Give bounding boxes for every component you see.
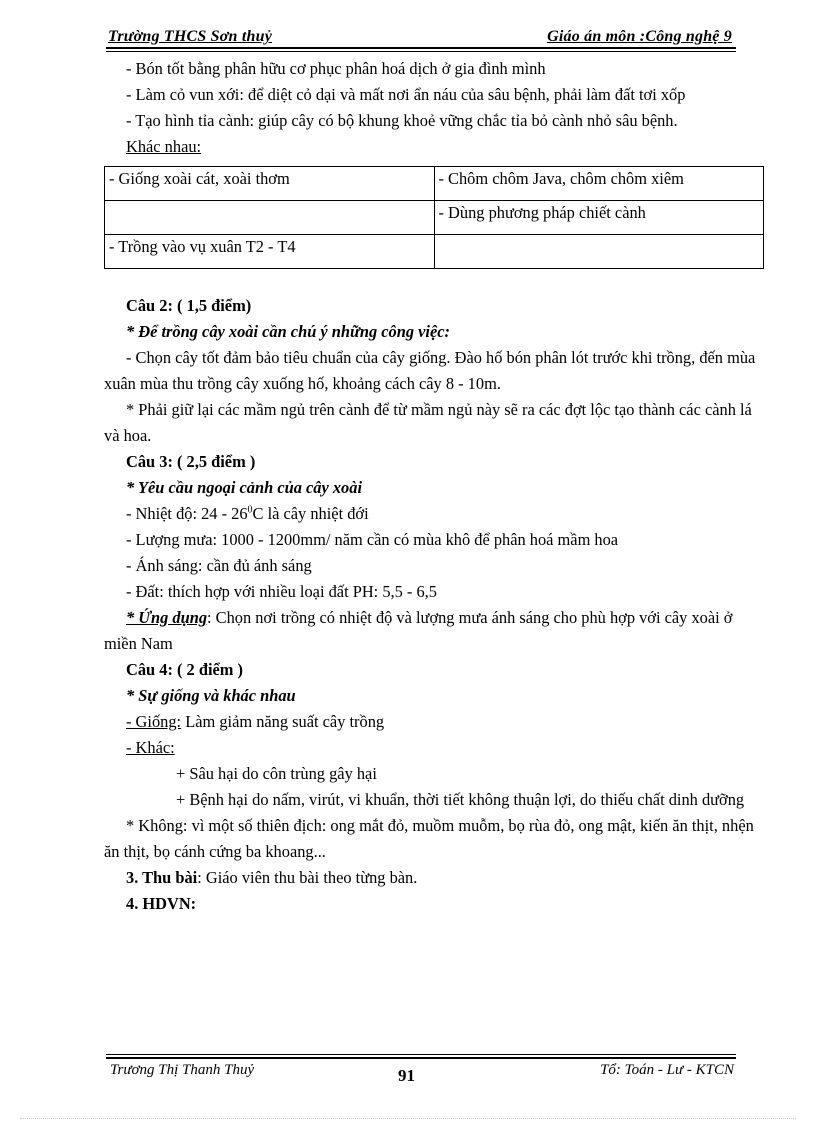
table-row [105,167,764,201]
header-subject: Giáo án môn :Công nghệ 9 [547,28,732,45]
q2-paragraph-2: * Phải giữ lại các mầm ngủ trên cành để từ mầm ngủ này sẽ ra các đợt lộc tạo thành các cành lá và hoa. [104,400,752,445]
header-divider [106,47,736,49]
q2-title: Câu 2: ( 1,5 điểm) [126,296,252,315]
table-row [105,201,764,235]
table-cell [105,201,435,235]
footer-divider [106,1057,736,1059]
page-number: 91 [398,1066,415,1085]
q3-application [104,605,764,657]
q2-paragraph-1: - Chọn cây tốt đảm bảo tiêu chuẩn của cây giống. Đào hố bón phân lót trước khi trồng, đến mùa xuân mùa thu trồng cây xuống hố, khoảng cách cây 8 - 10m. [104,348,756,393]
section-3 [104,865,764,891]
q4-same [104,709,764,735]
q3-temp-sup: 0 [247,504,253,516]
table-cell: - Dùng phương pháp chiết cành [434,201,764,235]
footer-department: Tổ: Toán - Lư - KTCN [600,1062,734,1078]
q3-temp-a: - Nhiệt độ: 24 - 26 [126,504,248,523]
q4-same-label: - Giống: [126,712,182,731]
q4-title: Câu 4: ( 2 điểm ) [126,660,243,679]
q3-apply-label: * Ứng dụng [126,608,208,627]
footer-divider-thin [106,1054,736,1055]
q4-item-1: + Sâu hại do côn trùng gây hại [176,764,377,783]
section-4: 4. HDVN: [126,894,197,913]
table-row [105,235,764,269]
header-school: Trường THCS Sơn thuỷ [108,28,272,45]
section-3-label: 3. Thu bài [126,868,198,887]
section-3-text: : Giáo viên thu bài theo từng bàn. [197,868,418,887]
table-cell: - Trồng vào vụ xuân T2 - T4 [105,235,435,269]
q4-no: * Không: vì một số thiên địch: ong mắt đỏ, muồm muỗm, bọ rùa đỏ, ong mật, kiến ăn thịt, nhện ăn thịt, bọ cánh cứng ba khoang... [104,816,754,861]
intro-line-1: - Bón tốt bằng phân hữu cơ phục phân hoá dịch ở gia đình mình [126,59,546,78]
q3-light: - Ánh sáng: cần đủ ánh sáng [126,556,312,575]
q4-item-2: + Bệnh hại do nấm, virút, vi khuẩn, thời tiết không thuận lợi, do thiếu chất dinh dưỡng [176,790,745,809]
q3-temperature [104,501,764,527]
table-cell [434,235,764,269]
comparison-table [104,166,764,269]
page-footer [106,1062,736,1086]
q3-subtitle: * Yêu cầu ngoại cảnh của cây xoài [126,478,362,497]
q3-apply-text: : Chọn nơi trồng có nhiệt độ và lượng mưa ánh sáng cho phù hợp với cây xoài ở miền Nam [104,608,733,653]
q3-temp-b: C là cây nhiệt đới [252,504,369,523]
intro-line-3: - Tạo hình tỉa cành: giúp cây có bộ khung khoẻ vững chắc tỉa bỏ cành nhỏ sâu bệnh. [126,111,678,130]
differ-heading: Khác nhau: [126,137,202,156]
q3-title: Câu 3: ( 2,5 điểm ) [126,452,256,471]
header-divider-thin [106,51,736,52]
q4-subtitle: * Sự giống và khác nhau [126,686,296,705]
page-bottom-edge [20,1118,796,1119]
page-header [106,28,736,48]
intro-line-2: - Làm cỏ vun xới: để diệt cỏ dại và mất nơi ẩn náu của sâu bệnh, phải làm đất tơi xốp [126,85,686,104]
footer-author: Trương Thị Thanh Thuỷ [110,1062,255,1078]
q2-subtitle: * Để trồng cây xoài cần chú ý những công việc: [126,322,450,341]
q4-diff-label: - Khác: [126,738,175,757]
q4-same-text: Làm giảm năng suất cây trồng [181,712,385,731]
differ-heading-row [104,134,764,160]
table-cell: - Chôm chôm Java, chôm chôm xiêm [434,167,764,201]
table-cell: - Giống xoài cát, xoài thơm [105,167,435,201]
page-body [104,56,764,917]
q3-soil: - Đất: thích hợp với nhiều loại đất PH: 5,5 - 6,5 [126,582,437,601]
q4-diff [104,735,764,761]
q3-rainfall: - Lượng mưa: 1000 - 1200mm/ năm cần có mùa khô để phân hoá mầm hoa [126,530,619,549]
